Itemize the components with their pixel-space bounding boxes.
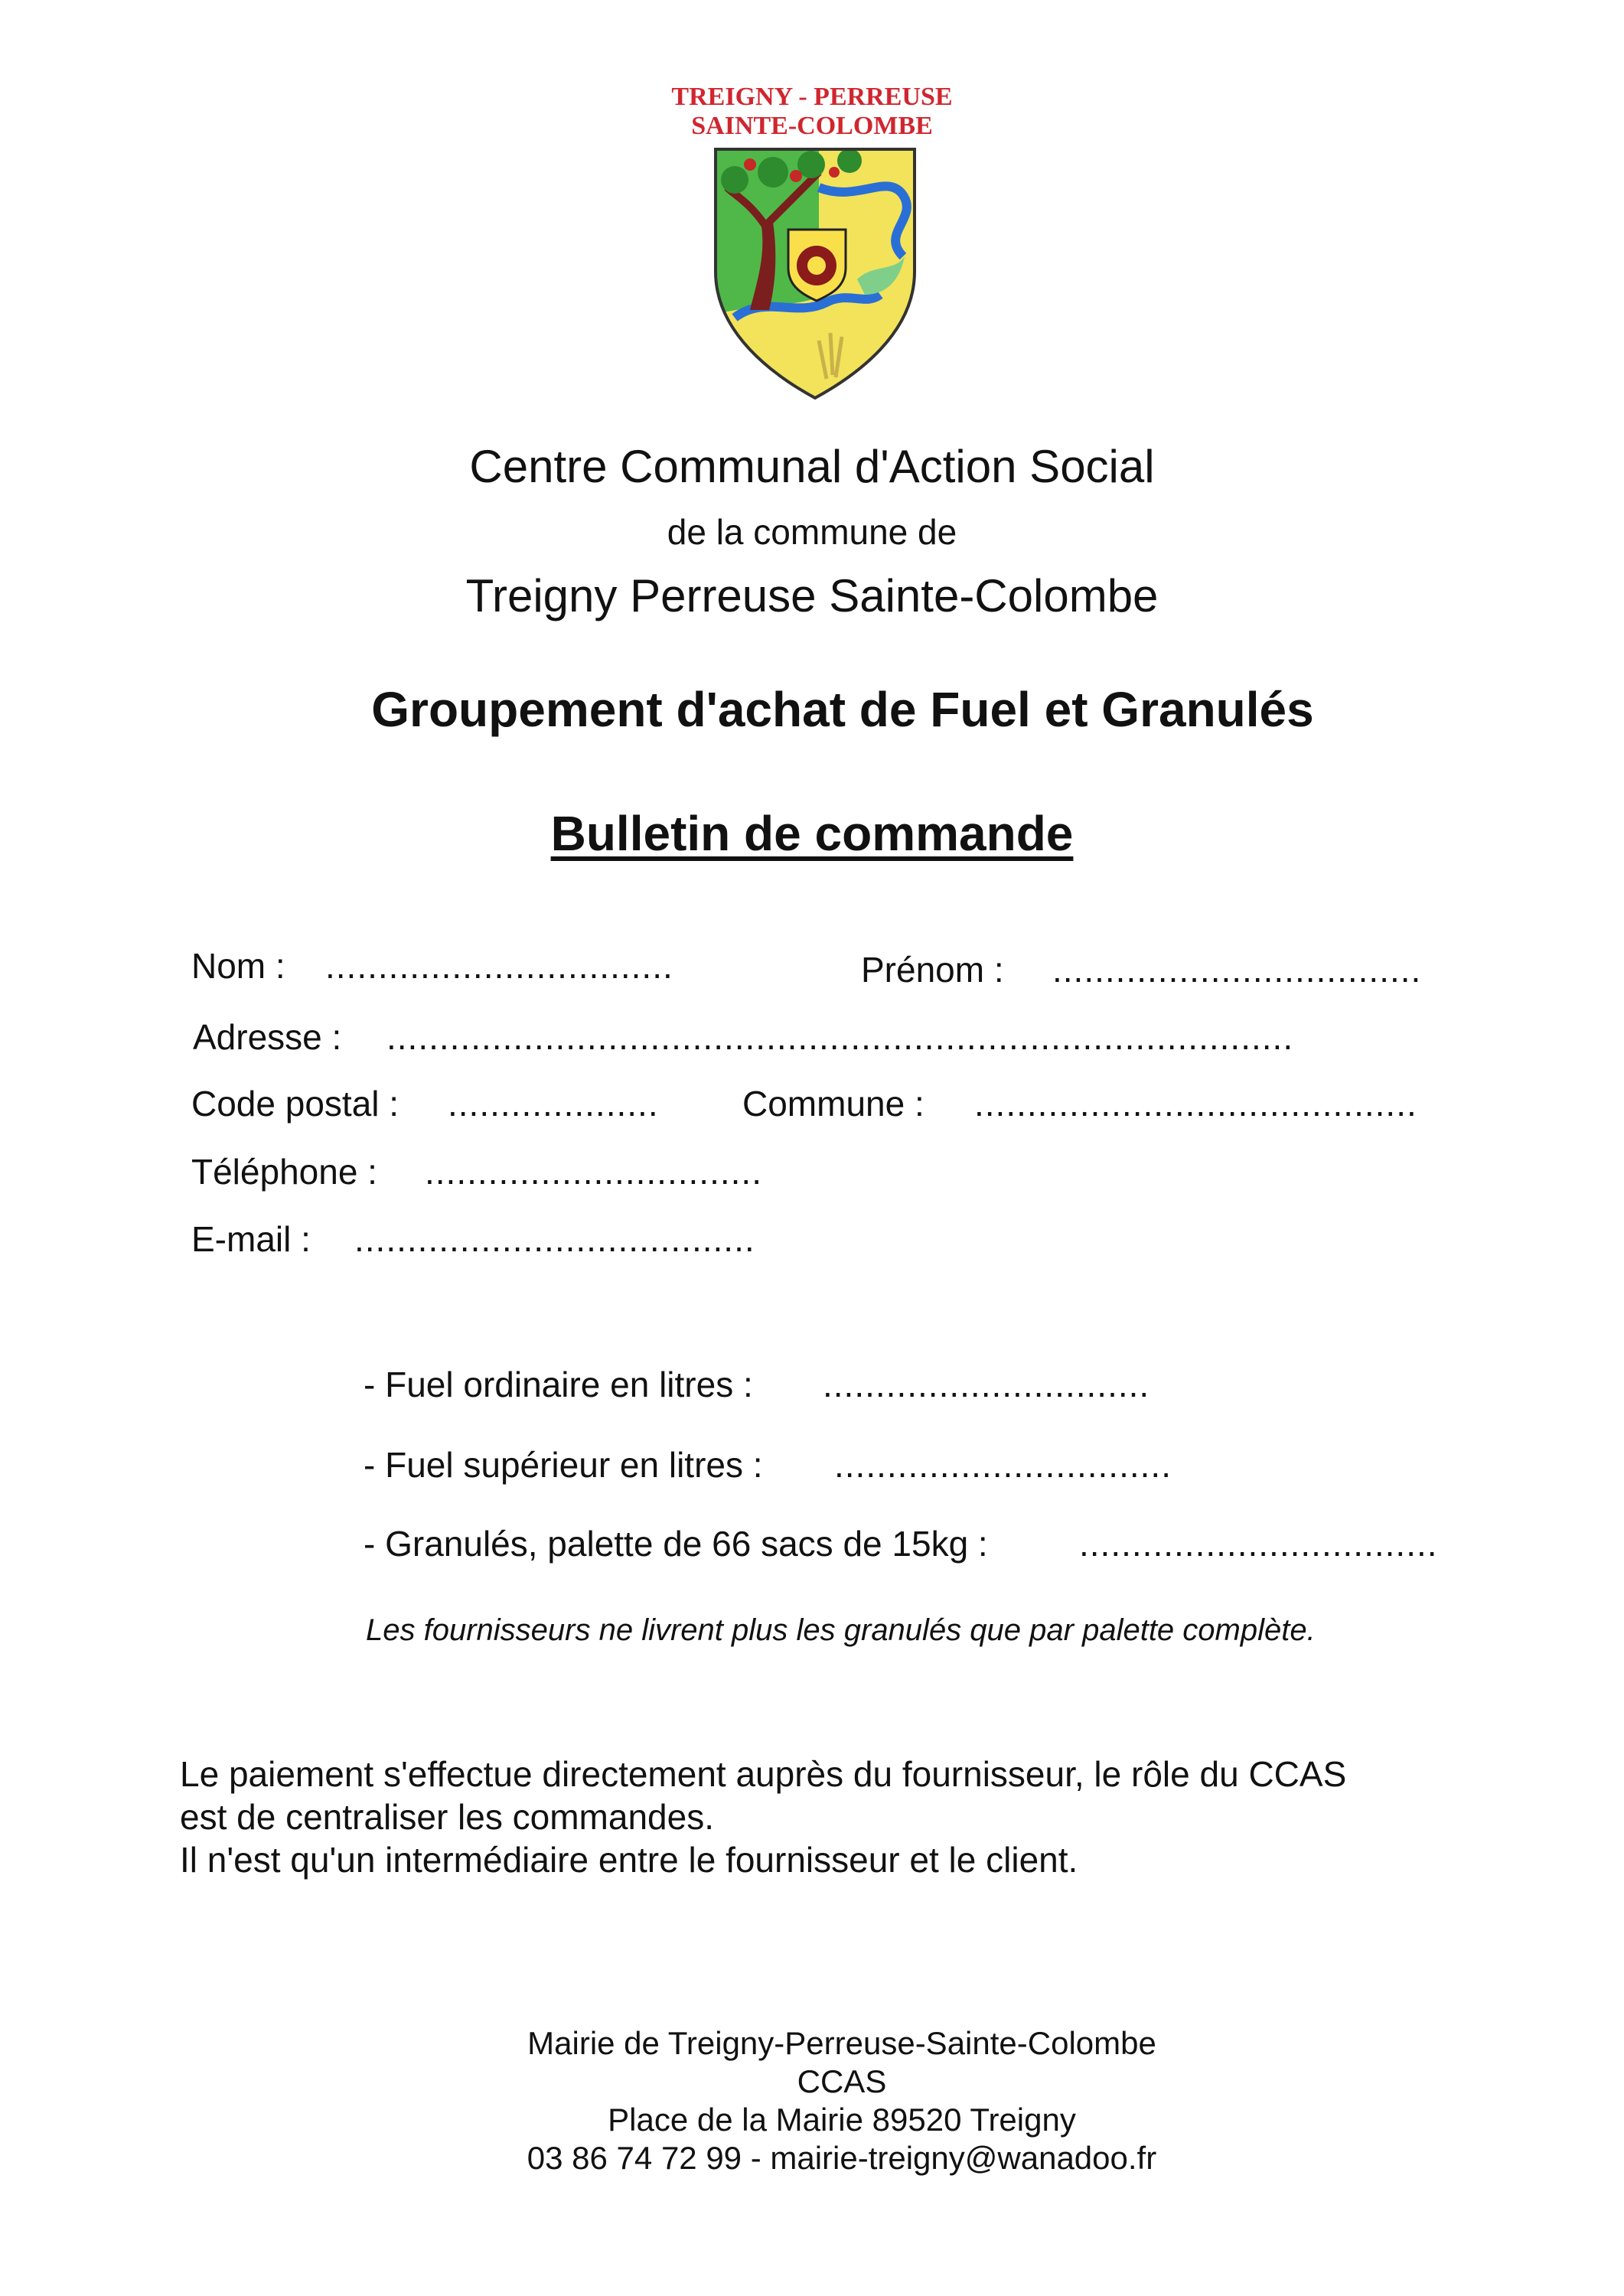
org-sub: de la commune de bbox=[667, 512, 957, 552]
footer-line-3: Place de la Mairie 89520 Treigny bbox=[608, 2102, 1076, 2138]
footer bbox=[383, 2024, 1301, 2177]
fuel-ordinaire-field[interactable]: ............................... bbox=[823, 1365, 1150, 1404]
granules-field[interactable]: .................................. bbox=[1079, 1524, 1438, 1564]
prenom-field[interactable]: ................................... bbox=[1052, 950, 1422, 990]
code-postal-label: Code postal : bbox=[191, 1084, 399, 1124]
payment-line-1: Le paiement s'effectue directement auprès du fournisseur, le rôle du CCAS bbox=[180, 1754, 1347, 1794]
telephone-label: Téléphone : bbox=[191, 1152, 377, 1192]
email-field[interactable]: ...................................... bbox=[354, 1219, 755, 1259]
fuel-superieur-label: - Fuel supérieur en litres : bbox=[364, 1445, 763, 1485]
footer-line-1: Mairie de Treigny-Perreuse-Sainte-Colombe bbox=[527, 2025, 1156, 2061]
logo-line-1: TREIGNY - PERREUSE bbox=[671, 83, 953, 111]
payment-line-3: Il n'est qu'un intermédiaire entre le fournisseur et le client. bbox=[180, 1840, 1078, 1880]
payment-line-2: est de centraliser les commandes. bbox=[180, 1797, 714, 1837]
commune-name: Treigny Perreuse Sainte-Colombe bbox=[465, 570, 1159, 621]
nom-label: Nom : bbox=[191, 946, 285, 986]
nom-field[interactable]: ................................. bbox=[325, 946, 673, 986]
granules-label: - Granulés, palette de 66 sacs de 15kg : bbox=[364, 1524, 988, 1564]
footer-line-2: CCAS bbox=[797, 2063, 887, 2099]
adresse-label: Adresse : bbox=[193, 1017, 342, 1057]
commune-field[interactable]: .......................................... bbox=[974, 1084, 1417, 1124]
email-label: E-mail : bbox=[191, 1219, 311, 1259]
org-name: Centre Communal d'Action Social bbox=[469, 441, 1155, 492]
code-postal-field[interactable]: .................... bbox=[448, 1084, 659, 1124]
form-subtitle: Bulletin de commande bbox=[550, 806, 1074, 861]
granules-note: Les fournisseurs ne livrent plus les granulés que par palette complète. bbox=[366, 1613, 1316, 1647]
page-title: Groupement d'achat de Fuel et Granulés bbox=[371, 682, 1314, 737]
fuel-ordinaire-label: - Fuel ordinaire en litres : bbox=[364, 1365, 753, 1404]
logo-line-2: SAINTE-COLOMBE bbox=[691, 112, 933, 140]
coat-of-arms-icon bbox=[704, 142, 926, 402]
footer-line-4: 03 86 74 72 99 - mairie-treigny@wanadoo.fr bbox=[527, 2140, 1157, 2176]
fuel-superieur-field[interactable]: ................................ bbox=[834, 1445, 1172, 1485]
prenom-label: Prénom : bbox=[861, 950, 1004, 990]
payment-paragraph bbox=[180, 1753, 1346, 1881]
adresse-field[interactable]: ...................................................................................... bbox=[386, 1017, 1294, 1057]
telephone-field[interactable]: ................................ bbox=[425, 1152, 762, 1192]
logo-title bbox=[0, 83, 1624, 141]
commune-label: Commune : bbox=[742, 1084, 925, 1124]
